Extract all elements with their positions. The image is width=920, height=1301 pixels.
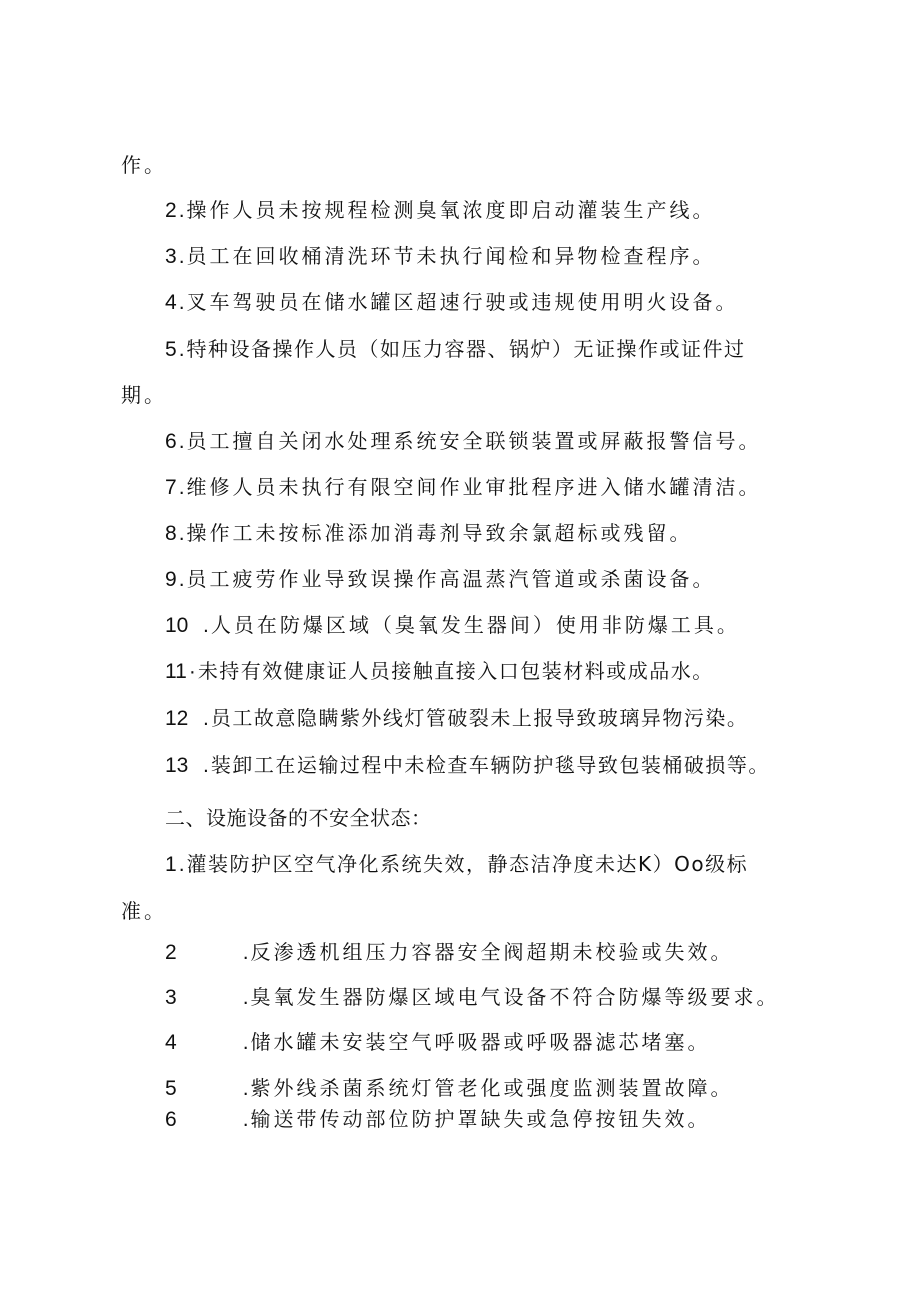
list-item: [0, 937, 920, 968]
item-number: 13: [165, 754, 189, 777]
item-number: 11: [165, 660, 187, 683]
item-number: 6: [165, 430, 177, 453]
item-number: 12: [165, 707, 189, 730]
list-item: [0, 241, 920, 272]
list-item-continuation: [0, 380, 920, 410]
section-heading: [0, 803, 920, 833]
list-item: [0, 750, 920, 781]
item-text-continuation: 准。: [121, 899, 167, 923]
item-text: 特种设备操作人员（如压力容器、锅炉）无证操作或证件过: [186, 337, 746, 361]
list-item: [0, 703, 920, 734]
item-separator: .: [178, 430, 185, 453]
item-number: 4: [165, 1031, 177, 1054]
item-number: 2: [165, 941, 177, 964]
item-text: 人员在防爆区域（臭氧发生器间）使用非防爆工具。: [210, 613, 740, 637]
list-item-continuation: [0, 896, 920, 926]
list-item: [0, 564, 920, 595]
item-number: 9: [165, 568, 177, 591]
list-item: [0, 1073, 920, 1104]
item-number: 4: [165, 291, 177, 314]
item-separator: .: [242, 986, 249, 1009]
item-number: 3: [165, 245, 177, 268]
item-separator: .: [242, 1077, 249, 1100]
item-separator: .: [242, 1108, 249, 1131]
item-separator: .: [242, 941, 249, 964]
item-separator: .: [203, 707, 209, 730]
item-text: 臭氧发生器防爆区域电气设备不符合防爆等级要求。: [250, 985, 780, 1009]
item-number: 5: [165, 1077, 177, 1100]
carry-over-line: [0, 150, 920, 180]
list-item: [0, 1104, 920, 1135]
list-item: [0, 518, 920, 549]
list-item: [0, 849, 920, 880]
paragraph-text: 作。: [121, 153, 167, 177]
item-text: 维修人员未执行有限空间作业审批程序进入储水罐清洁。: [186, 475, 762, 499]
item-separator: .: [203, 614, 209, 637]
item-text: 操作人员未按规程检测臭氧浓度即启动灌装生产线。: [186, 198, 716, 222]
item-number: 6: [165, 1108, 177, 1131]
item-number: 8: [165, 522, 177, 545]
item-text: 未持有效健康证人员接触直接入口包装材料或成品水。: [197, 659, 714, 683]
item-separator: .: [178, 338, 185, 361]
item-number: 1: [165, 853, 177, 876]
list-item: [0, 656, 920, 687]
item-separator: .: [178, 568, 185, 591]
list-item: [0, 334, 920, 365]
item-separator: .: [178, 291, 185, 314]
item-separator: .: [178, 853, 185, 876]
item-text: 储水罐未安装空气呼吸器或呼吸器滤芯堵塞。: [250, 1030, 711, 1054]
item-number: 2: [165, 199, 177, 222]
list-item: [0, 610, 920, 641]
item-separator: .: [203, 754, 209, 777]
list-item: [0, 982, 920, 1013]
item-text: 员工故意隐瞒紫外线灯管破裂未上报导致玻璃异物污染。: [210, 706, 749, 730]
item-number: 7: [165, 476, 177, 499]
list-item: [0, 472, 920, 503]
item-separator: .: [178, 522, 185, 545]
item-separator: .: [178, 476, 185, 499]
item-number: 3: [165, 986, 177, 1009]
item-text: 紫外线杀菌系统灯管老化或强度监测装置故障。: [250, 1076, 734, 1100]
item-separator: .: [178, 199, 185, 222]
item-text: 灌装防护区空气净化系统失效，静态洁净度未达K）Oo级标: [186, 852, 749, 876]
item-text: 输送带传动部位防护罩缺失或急停按钮失效。: [250, 1107, 711, 1131]
item-text: 员工在回收桶清洗环节未执行闻检和异物检查程序。: [186, 244, 716, 268]
list-item: [0, 195, 920, 226]
item-text: 装卸工在运输过程中未检查车辆防护毯导致包装桶破损等。: [210, 753, 770, 777]
item-separator: .: [242, 1031, 249, 1054]
section-heading-text: 二、设施设备的不安全状态：: [165, 806, 432, 830]
item-text-continuation: 期。: [121, 383, 167, 407]
list-item: [0, 426, 920, 457]
list-item: [0, 287, 920, 318]
item-separator: .: [178, 245, 185, 268]
list-item: [0, 1027, 920, 1058]
item-text: 反渗透机组压力容器安全阀超期未校验或失效。: [250, 940, 734, 964]
item-separator: ·: [188, 660, 196, 683]
item-number: 10: [165, 614, 189, 637]
item-text: 员工擅自关闭水处理系统安全联锁装置或屏蔽报警信号。: [186, 429, 762, 453]
item-number: 5: [165, 338, 177, 361]
item-text: 叉车驾驶员在储水罐区超速行驶或违规使用明火设备。: [186, 290, 739, 314]
item-text: 员工疲劳作业导致误操作高温蒸汽管道或杀菌设备。: [186, 567, 716, 591]
item-text: 操作工未按标准添加消毒剂导致余氯超标或残留。: [186, 521, 693, 545]
